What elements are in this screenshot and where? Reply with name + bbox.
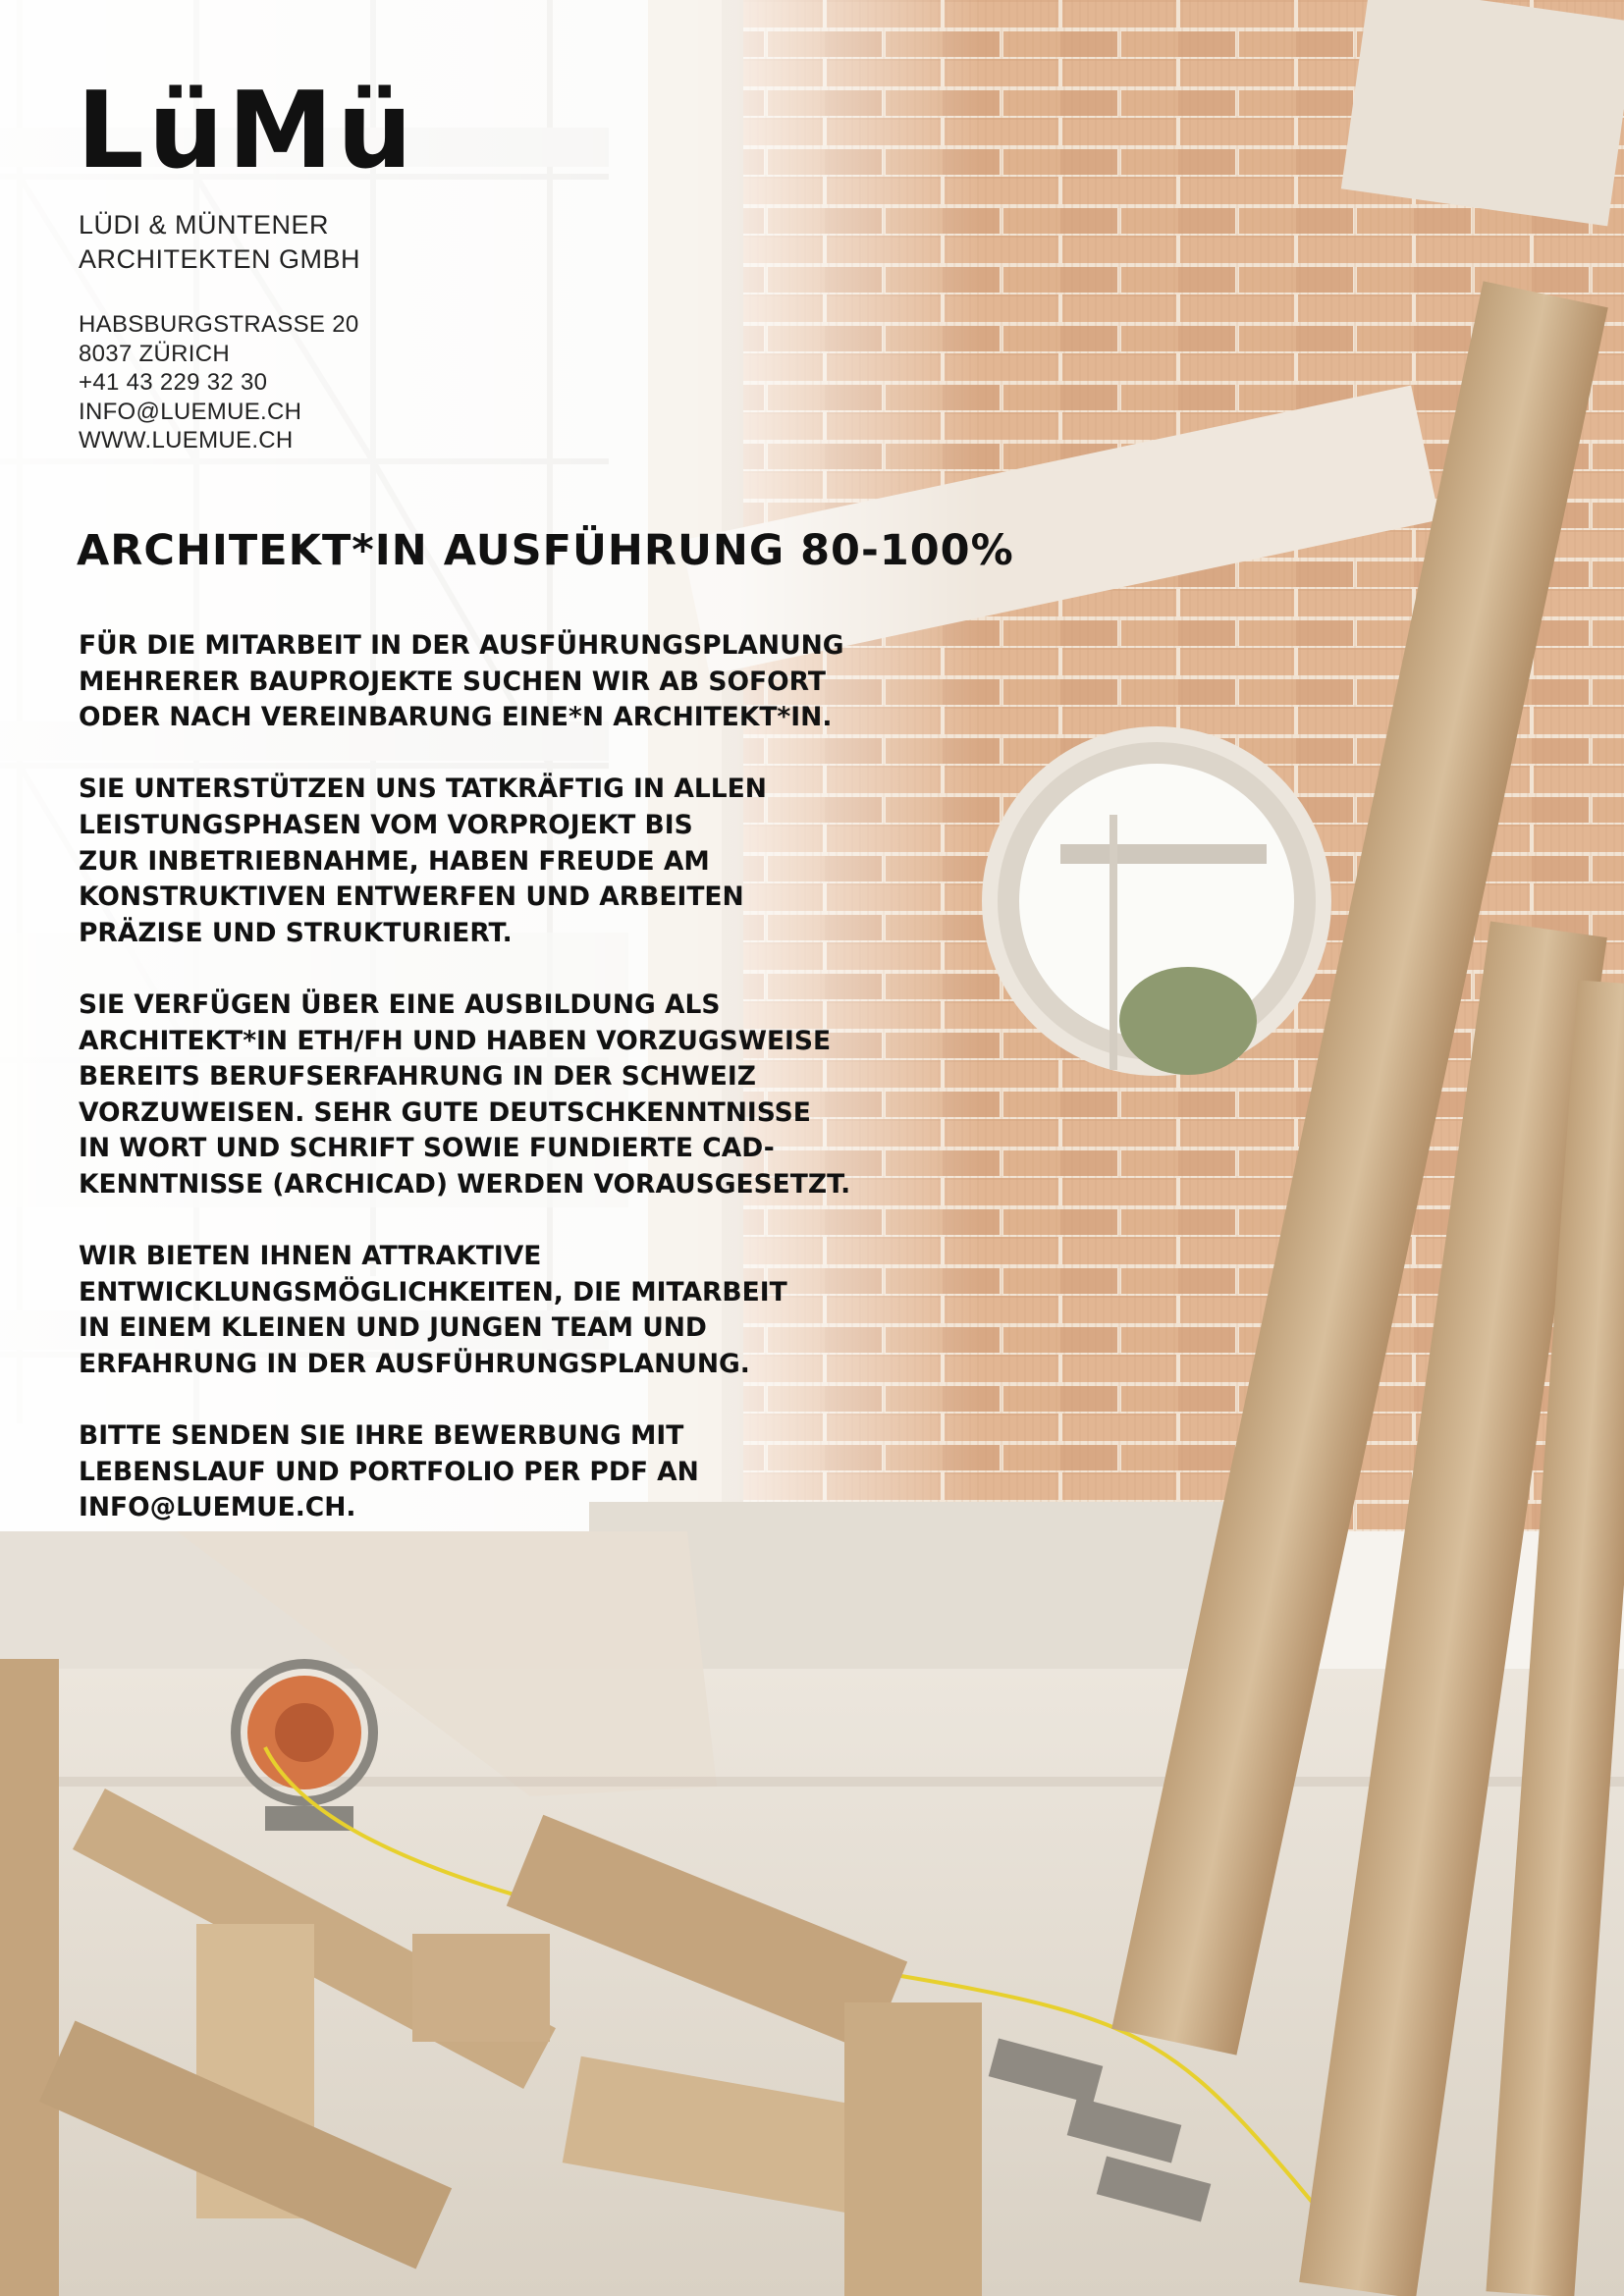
address-phone: +41 43 229 32 30 (79, 369, 268, 396)
address-email: INFO@LUEMUE.CH (79, 398, 302, 425)
text-line: FÜR DIE MITARBEIT IN DER AUSFÜHRUNGSPLANUNG (79, 630, 844, 661)
text-line: BITTE SENDEN SIE IHRE BEWERBUNG MIT (79, 1420, 684, 1452)
text-line: IN WORT UND SCHRIFT SOWIE FUNDIERTE CAD- (79, 1133, 775, 1164)
text-line: ERFAHRUNG IN DER AUSFÜHRUNGSPLANUNG. (79, 1348, 750, 1379)
address-block (79, 310, 359, 455)
paragraph-offer (79, 1239, 962, 1382)
text-line: ODER NACH VEREINBARUNG EINE*N ARCHITEKT*IN. (79, 702, 833, 733)
text-line: WIR BIETEN IHNEN ATTRAKTIVE (79, 1241, 542, 1272)
paragraph-requirements (79, 988, 962, 1203)
text-line: ZUR INBETRIEBNAHME, HABEN FREUDE AM (79, 845, 710, 877)
text-line: MEHRERER BAUPROJEKTE SUCHEN WIR AB SOFORT (79, 666, 826, 697)
text-line: IN EINEM KLEINEN UND JUNGEN TEAM UND (79, 1312, 707, 1344)
company-name-line-1: LÜDI & MÜNTENER (79, 210, 330, 240)
text-line: VORZUWEISEN. SEHR GUTE DEUTSCHKENNTNISSE (79, 1096, 811, 1128)
job-title: ARCHITEKT*IN AUSFÜHRUNG 80-100% (77, 526, 1014, 575)
text-line: KENNTNISSE (ARCHICAD) WERDEN VORAUSGESETZT. (79, 1168, 851, 1200)
text-line: SIE VERFÜGEN ÜBER EINE AUSBILDUNG ALS (79, 988, 721, 1020)
paragraph-intro (79, 628, 962, 736)
paragraph-tasks (79, 772, 962, 951)
company-name (79, 208, 360, 277)
address-street: HABSBURGSTRASSE 20 (79, 311, 359, 338)
address-web: WWW.LUEMUE.CH (79, 427, 294, 454)
text-line: ENTWICKLUNGSMÖGLICHKEITEN, DIE MITARBEIT (79, 1276, 787, 1308)
company-logo: LüMü (77, 70, 417, 192)
company-name-line-2: ARCHITEKTEN GMBH (79, 244, 361, 274)
text-line: LEBENSLAUF UND PORTFOLIO PER PDF AN (79, 1456, 699, 1487)
text-line: KONSTRUKTIVEN ENTWERFEN UND ARBEITEN (79, 881, 744, 913)
text-line: SIE UNTERSTÜTZEN UNS TATKRÄFTIG IN ALLEN (79, 774, 767, 805)
paragraph-application (79, 1418, 962, 1526)
text-line: ARCHITEKT*IN ETH/FH UND HABEN VORZUGSWEISE (79, 1025, 832, 1056)
job-description (79, 628, 962, 1562)
text-line: INFO@LUEMUE.CH. (79, 1492, 356, 1523)
text-line: BEREITS BERUFSERFAHRUNG IN DER SCHWEIZ (79, 1061, 756, 1093)
text-line: PRÄZISE UND STRUKTURIERT. (79, 917, 513, 948)
address-city: 8037 ZÜRICH (79, 340, 231, 367)
text-line: LEISTUNGSPHASEN VOM VORPROJEKT BIS (79, 809, 693, 840)
